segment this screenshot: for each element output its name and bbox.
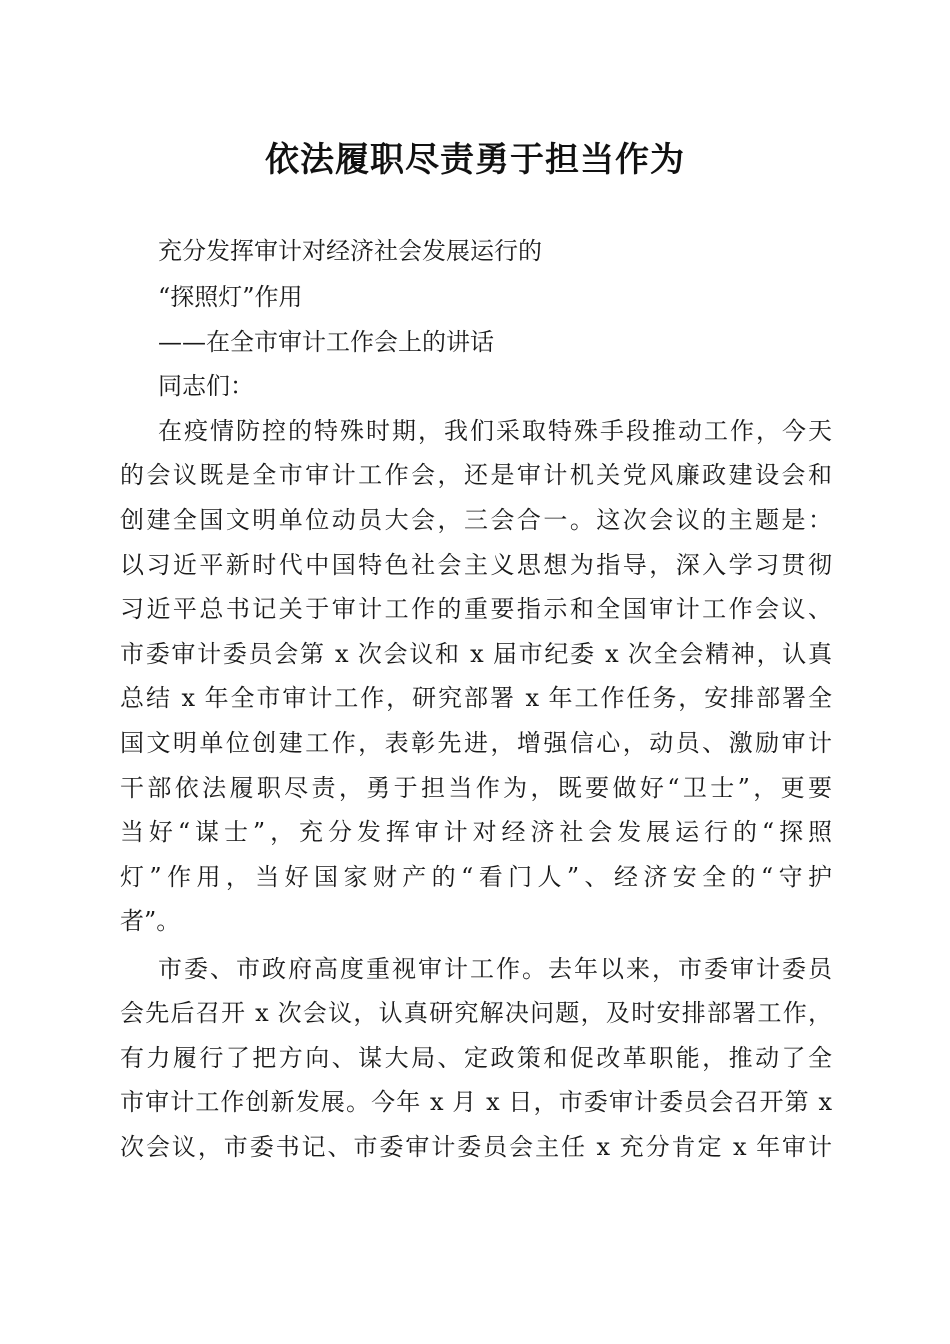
paragraph-1-line: 灯”作用，当好国家财产的“看门人”、经济安全的“守护 [120,863,832,891]
subtitle-line-2: “探照灯”作用 [158,283,303,311]
paragraph-1-line: 者”。 [120,907,181,935]
paragraph-1-line: 市委审计委员会第 x 次会议和 x 届市纪委 x 次全会精神，认真 [120,640,832,668]
paragraph-1-line: 总结 x 年全市审计工作，研究部署 x 年工作任务，安排部署全 [120,684,832,712]
paragraph-1-line: 以习近平新时代中国特色社会主义思想为指导，深入学习贯彻 [120,551,832,579]
paragraph-1-line: 在疫情防控的特殊时期，我们采取特殊手段推动工作，今天 [158,417,832,445]
paragraph-2-line: 有力履行了把方向、谋大局、定政策和促改革职能，推动了全 [120,1044,832,1072]
document-title: 依法履职尽责勇于担当作为 [265,140,685,180]
subtitle-line-1: 充分发挥审计对经济社会发展运行的 [158,237,542,265]
salutation: 同志们： [158,372,254,400]
paragraph-1-line: 的会议既是全市审计工作会，还是审计机关党风廉政建设会和 [120,461,832,489]
paragraph-1-line: 国文明单位创建工作，表彰先进，增强信心，动员、激励审计 [120,729,832,757]
subtitle-line-3: ——在全市审计工作会上的讲话 [158,328,494,356]
paragraph-1-line: 习近平总书记关于审计工作的重要指示和全国审计工作会议、 [120,595,832,623]
paragraph-2-line: 市委、市政府高度重视审计工作。去年以来，市委审计委员 [158,955,832,983]
paragraph-1-line: 当好“谋士”，充分发挥审计对经济社会发展运行的“探照 [120,818,832,846]
paragraph-1-line: 创建全国文明单位动员大会，三会合一。这次会议的主题是： [120,506,832,534]
paragraph-2-line: 市审计工作创新发展。今年 x 月 x 日，市委审计委员会召开第 x [120,1088,832,1116]
paragraph-1-line: 干部依法履职尽责，勇于担当作为，既要做好“卫士”，更要 [120,774,832,802]
paragraph-2-line: 会先后召开 x 次会议，认真研究解决问题，及时安排部署工作， [120,999,832,1027]
paragraph-2-line: 次会议，市委书记、市委审计委员会主任 x 充分肯定 x 年审计 [120,1133,832,1161]
